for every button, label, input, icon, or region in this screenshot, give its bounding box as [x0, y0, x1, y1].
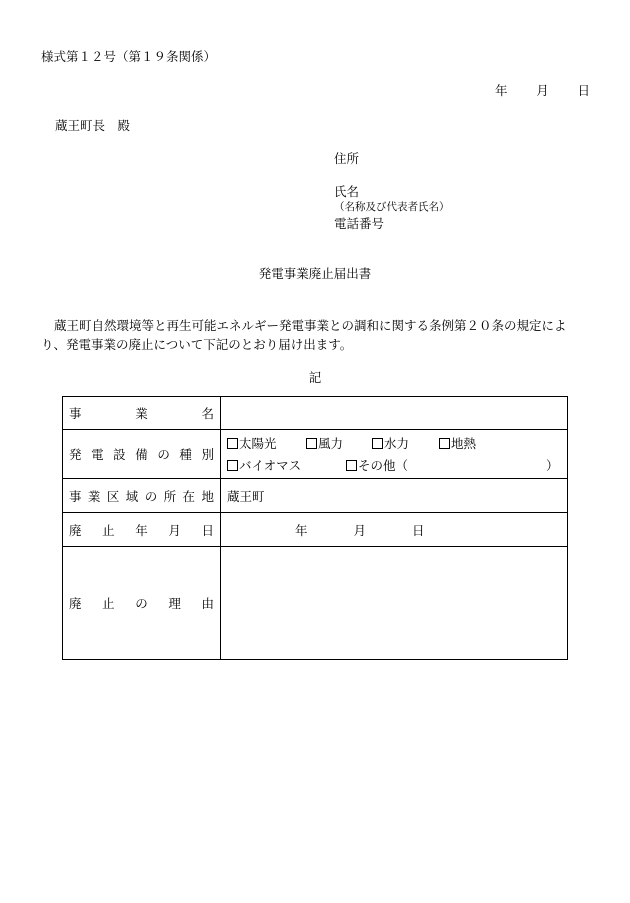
label-char: 在 — [182, 488, 196, 504]
label-char: 発 — [69, 447, 82, 462]
submission-date — [495, 81, 590, 99]
label-char: 由 — [201, 596, 214, 611]
label-char: 域 — [125, 488, 139, 504]
checkbox-wind[interactable]: 風力 — [306, 434, 372, 452]
label-char: 日 — [201, 522, 214, 538]
checkbox-biomass[interactable]: バイオマス — [227, 456, 346, 474]
label-char: 区 — [106, 488, 120, 504]
addressee: 蔵王町長 殿 — [55, 118, 131, 133]
other-close-paren: ） — [546, 458, 559, 473]
label-char: 理 — [168, 596, 181, 611]
form-table — [62, 396, 568, 660]
label-char: の — [135, 596, 148, 611]
equipment-type-label — [63, 430, 221, 479]
checkbox-icon — [346, 460, 357, 471]
equipment-options-row2 — [227, 454, 567, 476]
label-char: の — [144, 488, 158, 504]
label-char: 所 — [163, 488, 177, 504]
business-name-field[interactable] — [221, 397, 568, 430]
row-abolition-date — [63, 513, 568, 547]
label-char: 業 — [87, 488, 101, 504]
checkbox-icon — [227, 460, 238, 471]
phone-label: 電話番号 — [334, 216, 385, 231]
label-char: 名 — [201, 406, 214, 421]
abolition-date-label — [63, 513, 221, 547]
body-text: 蔵王町自然環境等と再生可能エネルギー発電事業との調和に関する条例第２０条の規定により、発電事業の廃止について下記のとおり届け出ます。 — [41, 318, 567, 352]
label-char: 備 — [135, 447, 148, 462]
checkbox-icon — [227, 438, 238, 449]
checkbox-icon — [306, 438, 317, 449]
abolition-year-label: 年 — [295, 522, 308, 538]
location-field[interactable]: 蔵王町 — [221, 479, 568, 513]
reason-field[interactable] — [221, 547, 568, 660]
checkbox-solar[interactable]: 太陽光 — [227, 434, 306, 452]
business-name-label — [63, 397, 221, 430]
equipment-type-options — [221, 430, 568, 479]
label-char: 業 — [135, 406, 148, 421]
date-year-label: 年 — [495, 83, 508, 98]
label-char: 設 — [113, 447, 126, 462]
form-number: 様式第１２号（第１９条関係） — [41, 49, 217, 64]
equipment-options-row1 — [227, 432, 567, 454]
row-equipment-type — [63, 430, 568, 479]
label-char: 月 — [168, 522, 181, 538]
address-label: 住所 — [334, 151, 360, 166]
checkbox-geothermal[interactable]: 地熱 — [439, 434, 476, 452]
label-char: の — [157, 447, 170, 462]
abolition-date-field[interactable] — [221, 513, 568, 547]
abolition-month-label: 月 — [353, 522, 367, 538]
checkbox-icon — [372, 438, 383, 449]
label-char: 年 — [135, 522, 148, 538]
row-reason — [63, 547, 568, 660]
checkbox-hydro[interactable]: 水力 — [372, 434, 439, 452]
label-char: 廃 — [69, 522, 82, 538]
name-label: 氏名 — [334, 184, 360, 199]
checkbox-other[interactable]: その他（ — [346, 456, 546, 474]
abolition-day-label: 日 — [412, 522, 425, 538]
row-location — [63, 479, 568, 513]
label-char: 止 — [102, 596, 115, 611]
name-note: （名称及び代表者氏名） — [334, 201, 450, 213]
row-business-name — [63, 397, 568, 430]
label-char: 事 — [69, 488, 82, 504]
reason-label — [63, 547, 221, 660]
label-char: 廃 — [69, 596, 82, 611]
location-label — [63, 479, 221, 513]
document-title: 発電事業廃止届出書 — [258, 266, 372, 281]
label-char: 事 — [69, 406, 82, 421]
label-char: 電 — [91, 447, 104, 462]
date-month-label: 月 — [536, 83, 549, 98]
label-char: 別 — [201, 447, 214, 462]
checkbox-icon — [439, 438, 450, 449]
ki-marker: 記 — [308, 370, 322, 385]
label-char: 種 — [179, 447, 192, 462]
label-char: 地 — [201, 488, 214, 504]
label-char: 止 — [102, 522, 115, 538]
date-day-label: 日 — [577, 83, 590, 98]
